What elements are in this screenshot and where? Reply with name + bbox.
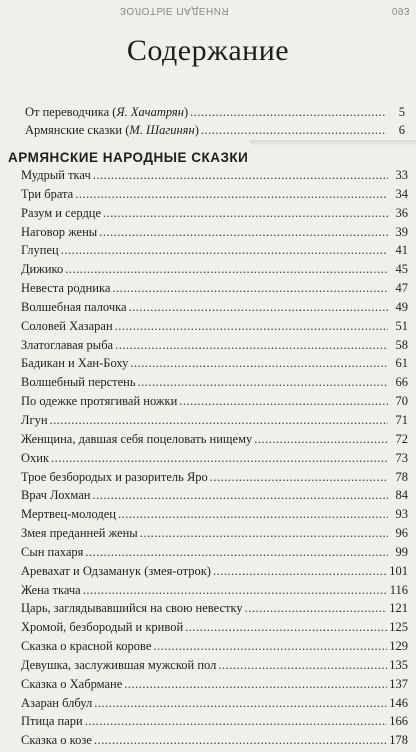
page-number: 41 bbox=[395, 243, 408, 258]
page-number: 5 bbox=[398, 105, 405, 119]
dot-leader bbox=[92, 488, 388, 503]
entry-title: По одежке протягивай ножки bbox=[21, 394, 178, 409]
dot-leader bbox=[93, 168, 388, 183]
bleed-left-text: ЗОЛОТЫЕ ПАДЕНИЯ bbox=[120, 5, 230, 16]
toc-entry bbox=[12, 714, 408, 733]
page-number: 72 bbox=[395, 431, 408, 446]
toc-entry bbox=[12, 545, 408, 564]
entry-title bbox=[25, 123, 199, 138]
entry-title: Разум и сердце bbox=[21, 205, 102, 220]
front-matter-entry bbox=[25, 105, 405, 123]
page-number: 121 bbox=[389, 601, 408, 616]
toc-entry bbox=[12, 206, 408, 225]
toc-list bbox=[12, 168, 408, 752]
entry-author: Я. Хачатрян bbox=[116, 105, 184, 119]
page-number: 70 bbox=[395, 394, 408, 409]
toc-entry bbox=[12, 262, 408, 281]
entry-title-plain: Армянские сказки ( bbox=[25, 123, 130, 137]
toc-entry bbox=[12, 564, 408, 583]
dot-leader bbox=[201, 123, 385, 138]
dot-leader bbox=[254, 432, 388, 447]
toc-entry bbox=[12, 168, 408, 187]
entry-title: Птица пари bbox=[21, 714, 83, 729]
page-number: 93 bbox=[395, 507, 408, 522]
entry-title: Сын пахаря bbox=[21, 544, 84, 559]
page-number: 61 bbox=[395, 356, 408, 371]
entry-title: Царь, заглядывавшийся на свою невестку bbox=[21, 601, 243, 616]
front-matter-list bbox=[25, 105, 405, 141]
page-title: Содержание bbox=[126, 34, 290, 67]
dot-leader bbox=[94, 733, 387, 748]
dot-leader bbox=[153, 639, 387, 654]
entry-title-plain: От переводчика ( bbox=[25, 105, 117, 119]
toc-entry bbox=[12, 413, 408, 432]
dot-leader bbox=[51, 451, 388, 466]
dot-leader bbox=[140, 526, 388, 541]
toc-entry bbox=[12, 639, 408, 658]
dot-leader bbox=[83, 583, 388, 598]
entry-title: Змея преданней жены bbox=[21, 526, 138, 541]
dot-leader bbox=[138, 375, 388, 390]
toc-entry bbox=[12, 451, 408, 470]
section-heading: АРМЯНСКИЕ НАРОДНЫЕ СКАЗКИ bbox=[8, 150, 249, 165]
dot-leader bbox=[210, 470, 388, 485]
page-number: 51 bbox=[395, 318, 408, 333]
dot-leader bbox=[115, 319, 388, 334]
toc-entry bbox=[12, 583, 408, 602]
page-number: 33 bbox=[395, 168, 408, 182]
entry-title: Азаран блбул bbox=[21, 695, 93, 710]
toc-entry bbox=[12, 394, 408, 413]
page-number: 166 bbox=[389, 714, 408, 729]
dot-leader bbox=[85, 545, 388, 560]
bleed-right-text: 093 bbox=[391, 5, 410, 16]
entry-title: Мудрый ткач bbox=[21, 168, 91, 182]
page-number: 73 bbox=[395, 450, 408, 465]
dot-leader bbox=[185, 620, 387, 635]
entry-title: Дижико bbox=[21, 262, 64, 277]
dot-leader bbox=[50, 413, 388, 428]
page-number: 39 bbox=[395, 224, 408, 239]
entry-title: Охик bbox=[21, 450, 50, 465]
dot-leader bbox=[179, 394, 388, 409]
dot-leader bbox=[245, 601, 388, 616]
toc-entry bbox=[12, 620, 408, 639]
toc-entry bbox=[12, 243, 408, 262]
entry-title: Три брата bbox=[21, 186, 74, 201]
dot-leader bbox=[190, 105, 385, 120]
dot-leader bbox=[103, 206, 388, 221]
toc-entry bbox=[12, 187, 408, 206]
toc-entry bbox=[12, 319, 408, 338]
entry-title: Волшебный перстень bbox=[21, 375, 136, 390]
entry-title-close: ) bbox=[183, 105, 189, 119]
dot-leader bbox=[85, 714, 388, 729]
entry-title: Лгун bbox=[21, 412, 48, 427]
dot-leader bbox=[118, 507, 388, 522]
entry-title: Хромой, безбородый и кривой bbox=[21, 620, 184, 635]
page-number: 178 bbox=[389, 733, 408, 748]
dot-leader bbox=[115, 338, 388, 353]
entry-title: Златоглавая рыба bbox=[21, 337, 114, 352]
toc-entry bbox=[12, 356, 408, 375]
bleed-through-header bbox=[0, 0, 416, 22]
page-number: 96 bbox=[395, 526, 408, 541]
page-number: 116 bbox=[389, 582, 408, 597]
page-number: 135 bbox=[389, 657, 408, 672]
dot-leader bbox=[61, 243, 388, 258]
toc-entry bbox=[12, 225, 408, 244]
page-number: 146 bbox=[389, 695, 408, 710]
entry-title: Мертвец-молодец bbox=[21, 507, 116, 522]
page-number: 99 bbox=[395, 544, 408, 559]
toc-entry bbox=[12, 601, 408, 620]
entry-title: Девушка, заслужившая мужской пол bbox=[21, 657, 217, 672]
entry-title-close: ) bbox=[194, 123, 199, 137]
toc-entry bbox=[12, 488, 408, 507]
toc-entry bbox=[12, 526, 408, 545]
page-number: 34 bbox=[395, 186, 408, 201]
toc-entry bbox=[12, 300, 408, 319]
dot-leader bbox=[213, 564, 387, 579]
page-number: 47 bbox=[395, 281, 408, 296]
dot-leader bbox=[218, 658, 387, 673]
toc-entry bbox=[12, 677, 408, 696]
page-number: 6 bbox=[398, 123, 405, 137]
entry-title: Сказка о козе bbox=[21, 733, 92, 748]
entry-title: Женщина, давшая себя поцеловать нищему bbox=[21, 431, 253, 446]
dot-leader bbox=[99, 225, 388, 240]
entry-author: М. Шагинян bbox=[129, 123, 195, 137]
entry-title: Соловей Хазаран bbox=[21, 318, 113, 333]
bleed-shadow bbox=[250, 140, 416, 146]
page-number: 78 bbox=[395, 469, 408, 484]
page-number: 45 bbox=[395, 262, 408, 277]
page-number: 36 bbox=[395, 205, 408, 220]
front-matter-entry bbox=[25, 123, 405, 141]
page-number: 101 bbox=[389, 563, 408, 578]
dot-leader bbox=[75, 187, 388, 202]
dot-leader bbox=[65, 262, 388, 277]
toc-entry bbox=[12, 658, 408, 677]
page-number: 49 bbox=[395, 299, 408, 314]
dot-leader bbox=[94, 696, 387, 711]
page-number: 84 bbox=[395, 488, 408, 503]
entry-title: Аревахат и Одзаманук (змея-отрок) bbox=[21, 563, 211, 578]
page-number: 58 bbox=[395, 337, 408, 352]
page-number: 137 bbox=[389, 676, 408, 691]
entry-title: Сказка о Хабрмане bbox=[21, 676, 123, 691]
toc-entry bbox=[12, 470, 408, 489]
entry-title: Невеста родника bbox=[21, 281, 111, 296]
dot-leader bbox=[112, 281, 388, 296]
toc-entry bbox=[12, 696, 408, 715]
entry-title: Волшебная палочка bbox=[21, 299, 127, 314]
dot-leader bbox=[124, 677, 387, 692]
toc-entry bbox=[12, 281, 408, 300]
toc-entry bbox=[12, 432, 408, 451]
dot-leader bbox=[129, 300, 388, 315]
entry-title: Сказка о красной корове bbox=[21, 639, 152, 654]
page-number: 129 bbox=[389, 639, 408, 654]
entry-title: Наговор жены bbox=[21, 224, 98, 239]
page-number: 125 bbox=[389, 620, 408, 635]
entry-title: Глупец bbox=[21, 243, 59, 258]
dot-leader bbox=[130, 356, 388, 371]
page-number: 71 bbox=[395, 412, 408, 427]
toc-entry bbox=[12, 375, 408, 394]
toc-entry bbox=[12, 507, 408, 526]
toc-entry bbox=[12, 733, 408, 752]
page-number: 66 bbox=[395, 375, 408, 390]
entry-title: Бадикан и Хан-Боху bbox=[21, 356, 129, 371]
toc-entry bbox=[12, 338, 408, 357]
entry-title bbox=[25, 105, 188, 120]
entry-title: Жена ткача bbox=[21, 582, 81, 597]
entry-title: Врач Лохман bbox=[21, 488, 91, 503]
entry-title: Трое безбородых и разоритель Яро bbox=[21, 469, 208, 484]
